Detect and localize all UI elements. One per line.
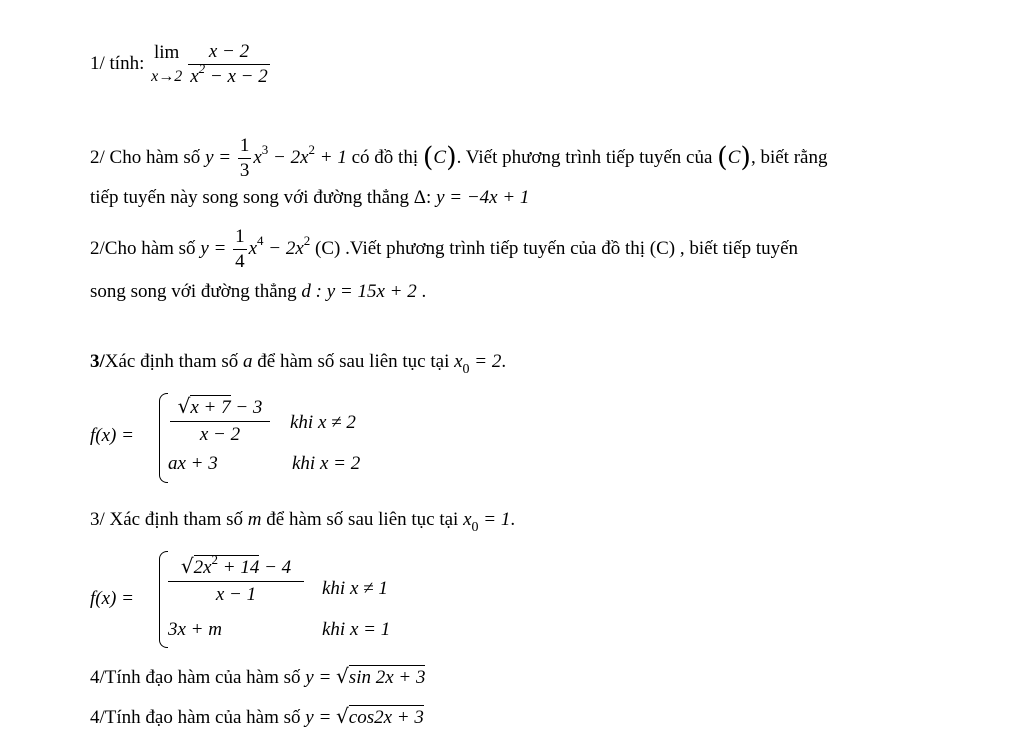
q3a-x0sub: 0 — [462, 362, 470, 377]
q2a-e2: 2 — [308, 141, 316, 157]
q2a-C2: C — [727, 146, 741, 168]
q3b-case1-den: x − 1 — [215, 584, 257, 605]
q2b-line1 — [90, 225, 798, 274]
q3a-x0: x — [454, 351, 463, 372]
q2a-fraction — [238, 134, 252, 183]
q2a-line1 — [90, 134, 827, 183]
q1-lim-word: lim — [154, 41, 180, 63]
q3a-num: 3/ — [90, 351, 105, 372]
q4a-y-eq: y = — [305, 667, 337, 688]
q3b-val: = 1 — [478, 509, 511, 530]
q3a-case1-frac — [170, 394, 270, 446]
q3a-val: = 2 — [469, 351, 502, 372]
q4a-prefix: 4/Tính đạo hàm của hàm số — [90, 667, 306, 688]
q3b-case2-expr: 3x + m — [168, 619, 222, 640]
q3b-end: . — [510, 509, 516, 530]
q2a-line2-math: y = −4x + 1 — [436, 187, 530, 208]
q2b-t1: x — [248, 237, 258, 259]
q2b-fnum: 1 — [233, 225, 247, 250]
q3b-fx: f(x) = — [90, 588, 134, 609]
q1-prefix: 1/ tính: — [90, 52, 150, 74]
q3b-case1-num — [168, 554, 304, 582]
q3b-num-tail: − 4 — [259, 557, 292, 578]
q2b-e1: 4 — [257, 232, 264, 248]
q3b-x0sub: 0 — [471, 520, 479, 535]
q4a-rad: sin 2x + 3 — [348, 667, 426, 688]
q2b-line2-math: d : y = 15x + 2 — [301, 281, 417, 302]
q2a-t2: − 2x — [268, 146, 309, 168]
q2b-e2: 2 — [303, 232, 311, 248]
q4a-line — [90, 664, 425, 689]
q3a-fx: f(x) = — [90, 425, 134, 446]
q4b-rad: cos2x + 3 — [348, 707, 424, 728]
q3b-heading — [90, 509, 516, 535]
q1-den-a: x — [190, 66, 199, 87]
q3b-sqrt: √ — [180, 554, 194, 578]
q2b-fden: 4 — [235, 251, 245, 272]
q4b-sqrt: √ — [336, 704, 349, 728]
q2a-mid: có đồ thị — [346, 146, 423, 168]
q2b-line2 — [90, 281, 426, 303]
q3b-case1-cond: khi x ≠ 1 — [322, 578, 388, 599]
q3a-case1-cond: khi x ≠ 2 — [290, 412, 356, 433]
q3a-rad: x + 7 — [190, 397, 231, 418]
q3b-case2-cond: khi x = 1 — [322, 619, 391, 640]
q3a-end: . — [501, 351, 507, 372]
q3a-case2-expr: ax + 3 — [168, 453, 218, 474]
q3a-param: a — [243, 351, 253, 372]
q1-line — [90, 40, 272, 89]
q3a-case2-cond: khi x = 2 — [292, 453, 361, 474]
q3b-text2: để hàm số sau liên tục tại — [261, 509, 464, 530]
q2a-paren-close: ) — [446, 141, 457, 173]
q2b-prefix: 2/Cho hàm số — [90, 237, 201, 259]
q3a-num-tail: − 3 — [230, 397, 263, 418]
q2a-line2-text: tiếp tuyến này song song với đường thẳng Δ: — [90, 187, 437, 208]
q2a-y-eq: y = — [205, 146, 236, 168]
q2b-line2-end: . — [416, 281, 427, 302]
q2a-e1: 3 — [261, 141, 269, 157]
q2a-paren-open: ( — [422, 141, 434, 173]
q3a-text2: để hàm số sau liên tục tại — [252, 351, 455, 372]
q2a-end: , biết rằng — [750, 146, 828, 168]
q1-fraction — [188, 40, 270, 89]
q3b-rad-a: 2x — [193, 557, 212, 578]
q3b-param: m — [247, 509, 262, 530]
q2b-fraction — [233, 225, 247, 274]
q3a-case1-den: x − 2 — [199, 424, 241, 445]
q1-lim — [149, 41, 184, 89]
q3b-brace — [159, 551, 168, 648]
q1-den-b: − x − 2 — [205, 66, 268, 87]
q2a-C1: C — [433, 146, 447, 168]
q3b-rad-exp: 2 — [211, 552, 219, 567]
q2a-line2 — [90, 187, 529, 209]
q1-den — [188, 61, 270, 89]
q1-den-exp: 2 — [198, 61, 206, 76]
q4b-prefix: 4/Tính đạo hàm của hàm số — [90, 707, 306, 728]
q3a-heading — [90, 351, 507, 377]
q3b-x0: x — [463, 509, 472, 530]
q3b-rad-b: + 14 — [218, 557, 260, 578]
q3a-text: Xác định tham số — [104, 351, 244, 372]
q2a-fnum: 1 — [238, 134, 252, 159]
q2b-line2-text: song song với đường thẳng — [90, 281, 302, 302]
q1-lim-sub: x→2 — [151, 67, 183, 85]
q2a-paren-open2: ( — [717, 141, 728, 173]
q4a-sqrt: √ — [336, 664, 349, 688]
q2a-fden: 3 — [239, 160, 250, 181]
q3a-sqrt: √ — [177, 394, 191, 418]
q4b-y-eq: y = — [305, 707, 337, 728]
q2a-t1: x — [253, 146, 262, 168]
q2b-suffix: (C) .Viết phương trình tiếp tuyến của đồ thị (C) , biết tiếp tuyến — [310, 237, 799, 259]
q3b-case1-frac — [168, 554, 304, 606]
q2b-t2: − 2x — [263, 237, 304, 259]
q3a-brace — [159, 393, 168, 483]
q4b-line — [90, 704, 424, 729]
q2a-paren-close2: ) — [740, 141, 751, 173]
q2b-y-eq: y = — [200, 237, 232, 259]
q2a-t3: + 1 — [315, 146, 347, 168]
q2a-prefix: 2/ Cho hàm số — [90, 146, 206, 168]
q2a-mid2: . Viết phương trình tiếp tuyến của — [456, 146, 718, 168]
q1-num: x − 2 — [188, 40, 270, 65]
q3a-case1-num — [170, 394, 270, 422]
q3b-text: 3/ Xác định tham số — [90, 509, 248, 530]
